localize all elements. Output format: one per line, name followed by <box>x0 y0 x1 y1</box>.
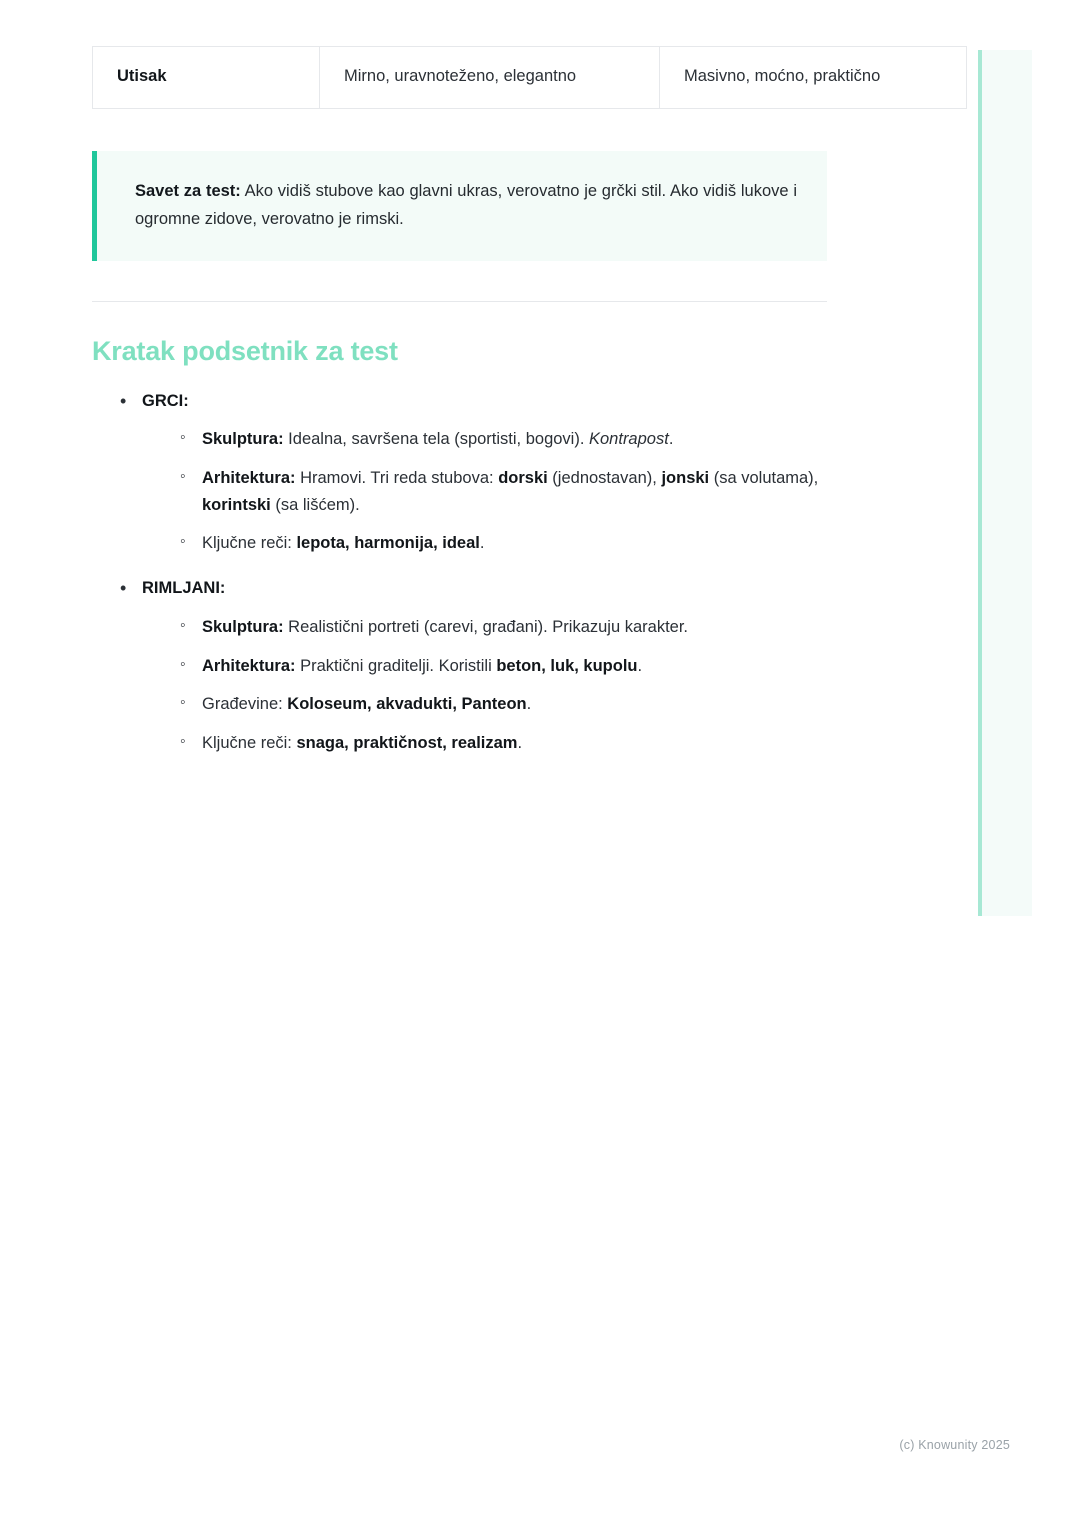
list-item-text: Arhitektura: <box>202 656 296 675</box>
list-item-text: beton, luk, kupolu <box>496 656 638 675</box>
table-cell-label: Utisak <box>93 47 320 109</box>
list-item <box>120 388 827 558</box>
list-item-text: korintski <box>202 495 271 514</box>
list-item-text: (sa lišćem). <box>270 495 360 514</box>
table-cell-roman: Masivno, moćno, praktično <box>660 47 967 109</box>
list-item-text: Kontrapost <box>589 430 669 449</box>
list-item-text: jonski <box>661 469 710 487</box>
list-item-text: (jednostavan), <box>547 469 662 487</box>
summary-list <box>92 388 827 757</box>
list-item <box>180 426 827 453</box>
table-body <box>93 47 967 109</box>
list-item-text: lepota, harmonija, ideal <box>296 534 480 553</box>
list-item-text: . <box>517 734 523 753</box>
list-item-text: dorski <box>498 469 548 487</box>
list-item <box>180 730 827 757</box>
list-item-text: . <box>479 534 485 553</box>
list-item <box>180 530 827 557</box>
table-row <box>93 47 967 109</box>
list-item-text: Realistični portreti (carevi, građani). Prikazuju karakter. <box>283 617 688 636</box>
list-item <box>180 691 827 718</box>
list-item-text: Ključne reči: <box>202 734 297 753</box>
list-item-text: Skulptura: <box>202 430 284 449</box>
list-group-label: GRCI: <box>142 391 189 410</box>
list-item-text: Arhitektura: <box>202 469 296 487</box>
sub-list <box>142 426 827 557</box>
list-item-text: . <box>526 695 532 714</box>
list-item-text: (sa volutama), <box>709 469 819 487</box>
right-edge-highlight-strip <box>978 50 1032 916</box>
section-divider <box>92 301 827 302</box>
list-item-text: Ključne reči: <box>202 534 297 553</box>
list-item-text: Hramovi. Tri reda stubova: <box>295 469 499 487</box>
list-item-text: . <box>637 656 643 675</box>
list-item-text: Skulptura: <box>202 617 284 636</box>
list-item-text: Idealna, savršena tela (sportisti, bogovi). <box>283 430 589 449</box>
list-item-text: Građevine: <box>202 695 288 714</box>
list-item-text: snaga, praktičnost, realizam <box>296 734 518 753</box>
sub-list <box>142 614 827 757</box>
right-edge-accent-line <box>978 50 982 916</box>
document-content <box>92 46 881 757</box>
test-tip-callout <box>92 151 827 262</box>
list-item-text: Koloseum, akvadukti, Panteon <box>287 695 527 714</box>
table-cell-greek: Mirno, uravnoteženo, elegantno <box>320 47 660 109</box>
comparison-table <box>92 46 967 109</box>
list-item <box>180 653 827 680</box>
tip-label: Savet za test: <box>135 181 241 200</box>
tip-text: Ako vidiš stubove kao glavni ukras, verovatno je grčki stil. Ako vidiš lukove i ogromne zidove, verovatno je rimski. <box>135 181 797 229</box>
list-item-text: Praktični graditelji. Koristili <box>295 656 497 675</box>
page-title: Kratak podsetnik za test <box>92 336 398 367</box>
list-item <box>180 465 827 518</box>
footer-copyright: (c) Knowunity 2025 <box>899 1438 1010 1452</box>
list-group-label: RIMLJANI: <box>142 579 226 598</box>
list-item <box>180 614 827 641</box>
list-item <box>120 575 827 757</box>
list-item-text: . <box>668 430 674 449</box>
